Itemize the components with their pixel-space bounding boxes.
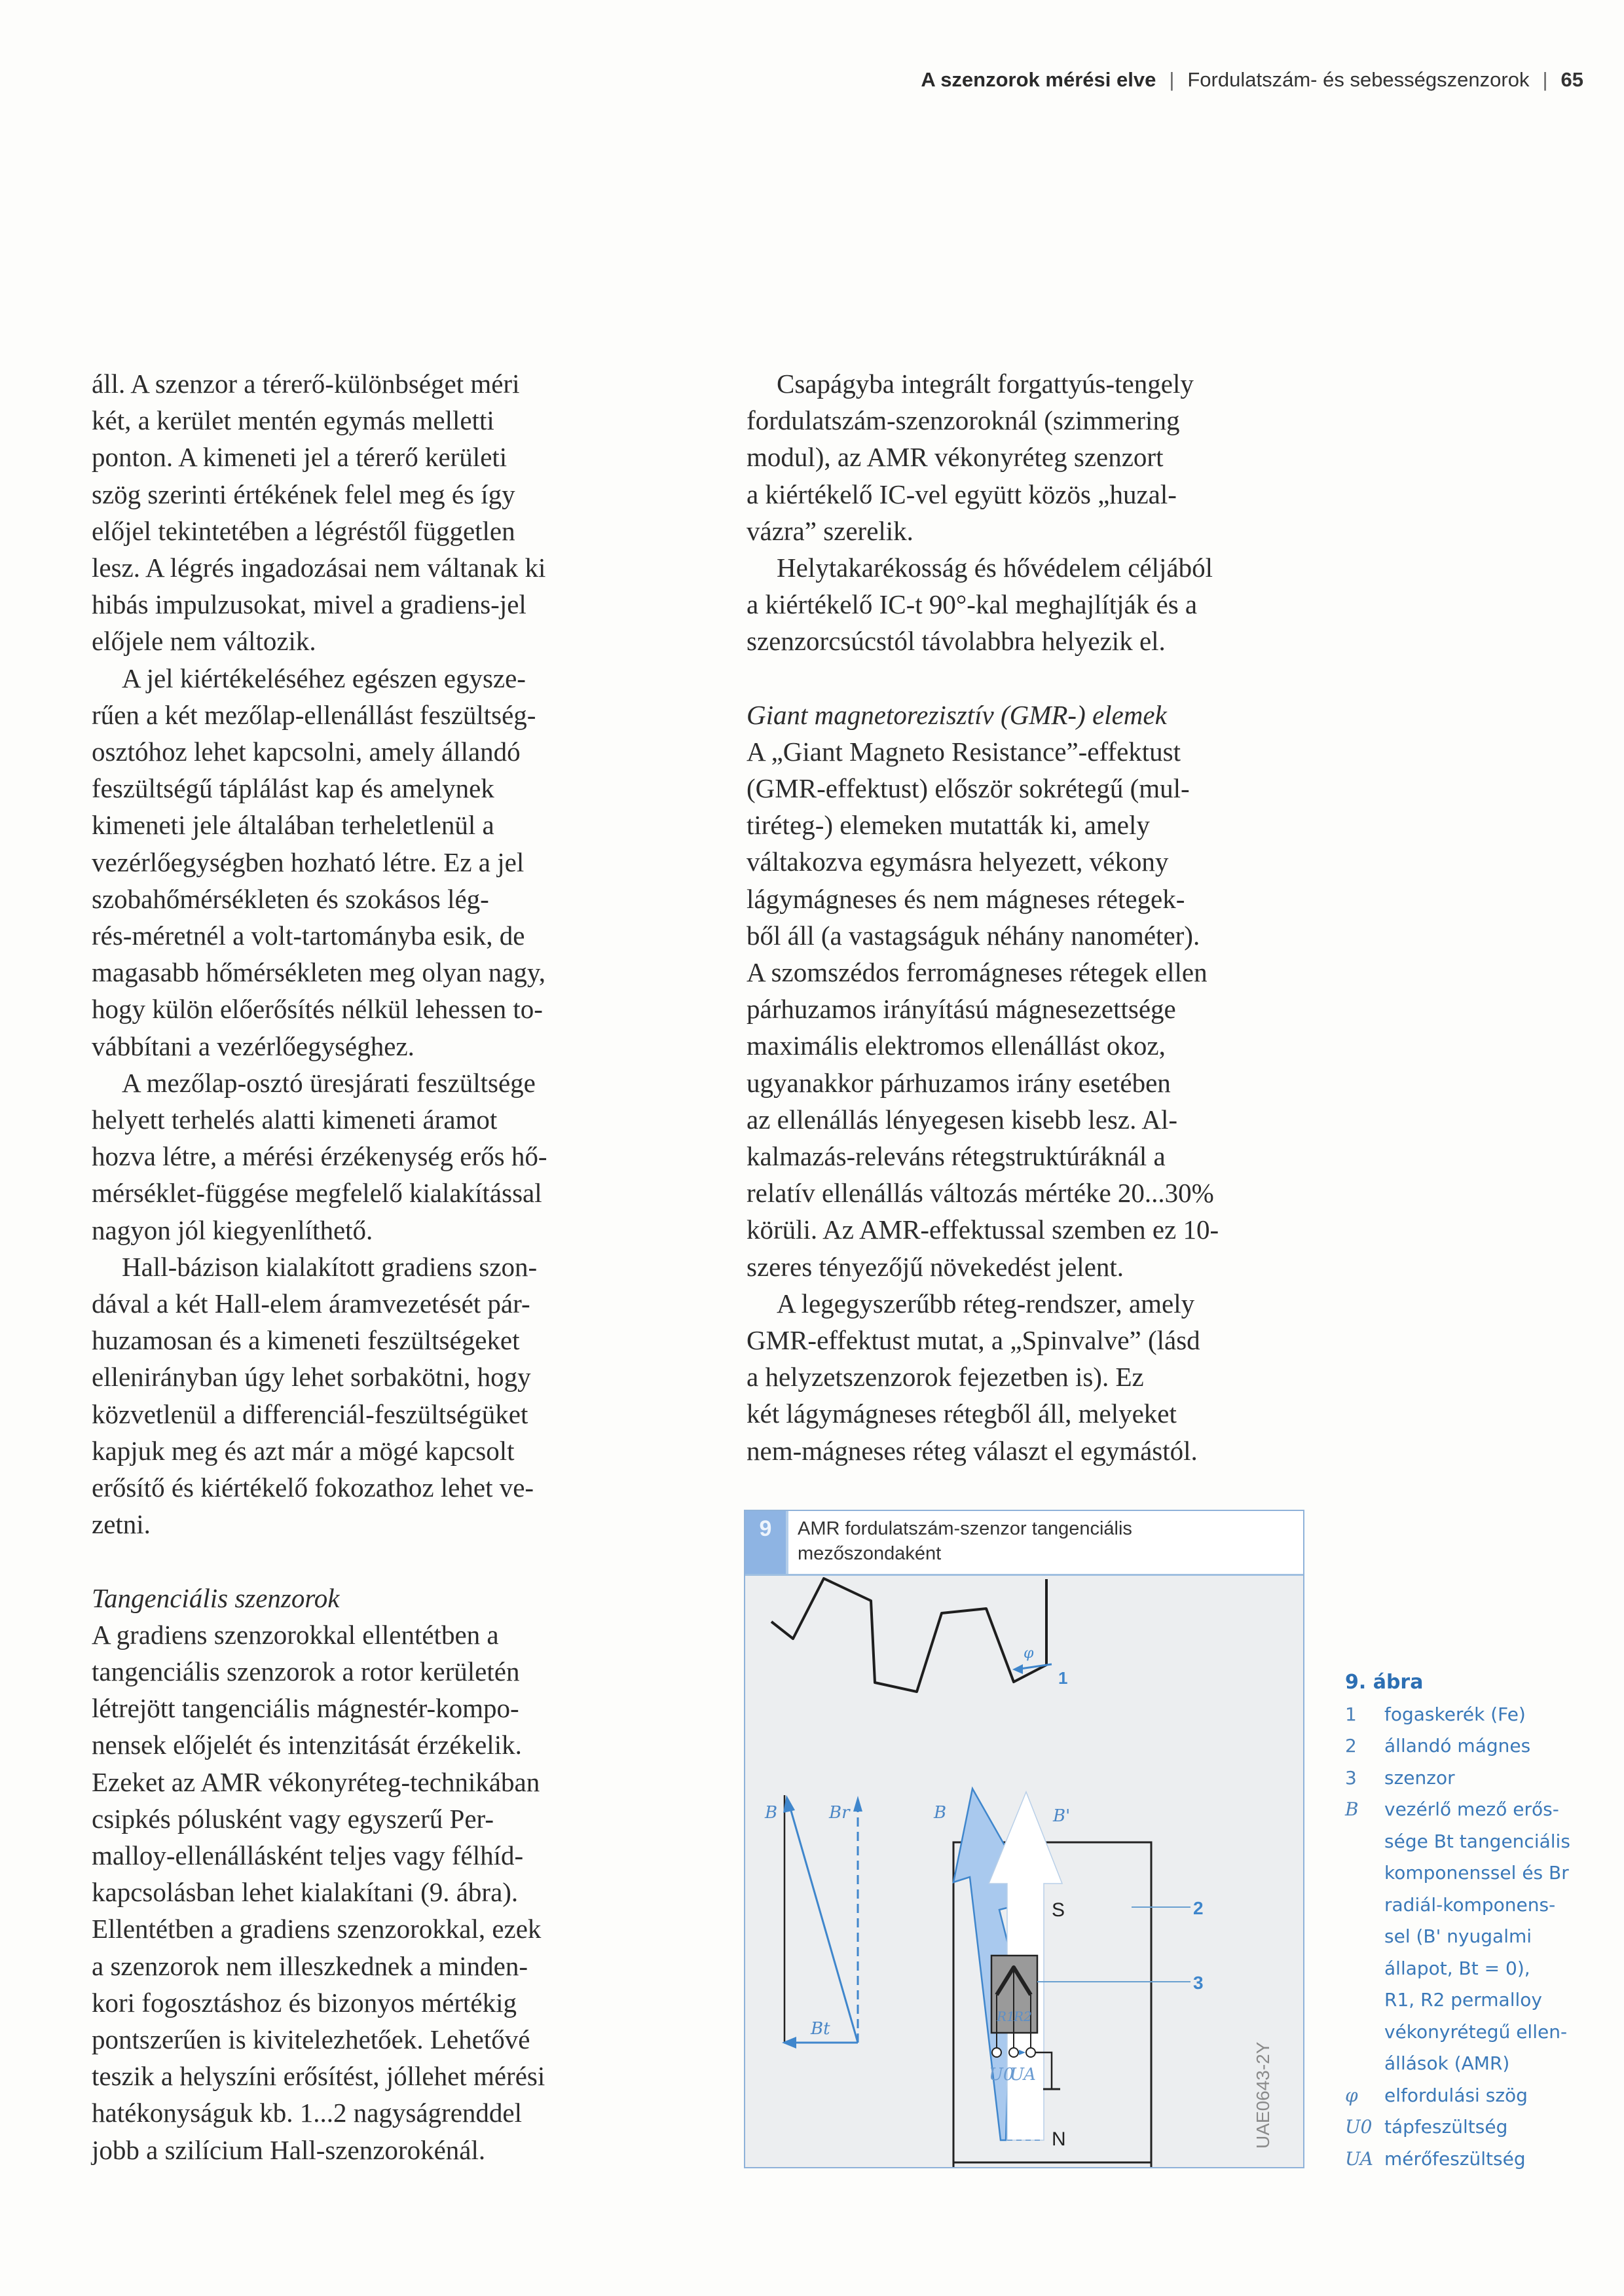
legend-line: szenzor: [1384, 1766, 1455, 1789]
text-line: párhuzamos irányítású mágnesezettsége: [747, 994, 1176, 1025]
text-line: létrejött tangenciális mágnestér-kompo-: [92, 1693, 519, 1724]
text-line: feszültségű táplálást kap és amelynek: [92, 773, 494, 804]
section-title: A szenzorok mérési elve: [921, 68, 1156, 91]
text-line: kapjuk meg és azt már a mögé kapcsolt: [92, 1435, 515, 1466]
rotation-arrow: [1020, 1664, 1052, 1669]
text-line: rés-méretnél a volt-tartományba esik, de: [92, 920, 525, 951]
figure-header: [745, 1511, 1303, 1576]
u0-label: U0: [989, 2065, 1014, 2085]
text-line: A szomszédos ferromágneses rétegek ellen: [747, 957, 1208, 988]
text-line: előjel tekintetében a légréstől független: [92, 515, 515, 546]
legend-line: komponenssel és Br: [1384, 1862, 1569, 1884]
text-line: osztóhoz lehet kapcsolni, amely állandó: [92, 737, 521, 767]
rotation-arrowhead-icon: [1012, 1664, 1023, 1674]
text-line: GMR-effektust mutat, a „Spinvalve” (lásd: [747, 1325, 1200, 1356]
text-line: A jel kiértékeléséhez egészen egysze-: [122, 663, 526, 693]
text-line: A mezőlap-osztó üresjárati feszültsége: [122, 1067, 536, 1098]
legend-value: [1384, 1699, 1620, 1731]
paragraph: [92, 1616, 668, 2168]
legend-key: 1: [1345, 1703, 1357, 1725]
paragraph: [92, 365, 668, 660]
text-line: dával a két Hall-elem áramvezetését pár-: [92, 1288, 530, 1319]
legend-item: [1345, 1794, 1620, 2080]
bt-label: Bt: [811, 2019, 830, 2039]
text-line: Csapágyba integrált forgattyús-tengely: [777, 369, 1194, 399]
br-arrowhead-icon: [853, 1796, 862, 1812]
text-line: az ellenállás lényegesen kisebb lesz. Al-: [747, 1104, 1178, 1135]
text-line: lesz. A légrés ingadozásai nem váltanak ki: [92, 553, 546, 583]
legend-line: mérőfeszültség: [1384, 2147, 1526, 2170]
text-line: A legegyszerűbb réteg-rendszer, amely: [777, 1288, 1195, 1319]
terminal-ground: [1026, 2048, 1035, 2057]
text-line: relatív ellenállás változás mértéke 20...30%: [747, 1178, 1214, 1209]
text-line: kimeneti jele általában terheletlenül a: [92, 810, 494, 841]
text-line: nem-mágneses réteg választ el egymástól.: [747, 1435, 1198, 1466]
text-line: csipkés pólusként vagy egyszerű Per-: [92, 1803, 494, 1834]
text-line: nensek előjelét és intenzitását érzékelik.: [92, 1730, 522, 1760]
gear-wheel-outline: [771, 1578, 1046, 1692]
north-pole-label: N: [1052, 2128, 1066, 2150]
legend-item: [1345, 1699, 1620, 1731]
text-line: modul), az AMR vékonyréteg szenzort: [747, 442, 1164, 473]
text-line: szeres tényezőjű növekedést jelent.: [747, 1251, 1124, 1282]
right-column: [747, 365, 1323, 1469]
text-line: huzamosan és a kimeneti feszültségeket: [92, 1325, 520, 1356]
text-line: szobahőmérsékleten és szokásos lég-: [92, 883, 489, 914]
text-line: hibás impulzusokat, mivel a gradiens-jel: [92, 589, 526, 620]
legend-line: vékonyrétegű ellen-: [1384, 2020, 1568, 2043]
paragraph: [747, 1285, 1323, 1469]
legend-line: állások (AMR): [1384, 2052, 1510, 2074]
text-line: előjele nem változik.: [92, 626, 316, 657]
text-line: (GMR-effektust) először sokrétegű (mul-: [747, 773, 1190, 804]
legend-value: [1384, 2111, 1620, 2143]
legend-value: [1384, 1794, 1620, 2080]
legend-key: B: [1345, 1798, 1359, 1820]
text-line: vábbítani a vezérlőegységhez.: [92, 1030, 415, 1061]
terminal-ua: [1009, 2048, 1018, 2057]
b-vector: [788, 1802, 858, 2043]
figure-diagram: [745, 1576, 1303, 2167]
legend-line: állapot, Bt = 0),: [1384, 1957, 1530, 1979]
text-line: Ezeket az AMR vékonyréteg-technikában: [92, 1766, 540, 1797]
legend-value: [1384, 2143, 1620, 2176]
legend-line: sége Bt tangenciális: [1384, 1830, 1570, 1852]
south-pole-label: S: [1052, 1899, 1065, 1921]
terminal-u0: [992, 2048, 1001, 2057]
legend-key: φ: [1345, 2084, 1358, 2106]
text-line: pontszerűen is kivitelezhetőek. Lehetővé: [92, 2024, 530, 2054]
text-line: lágymágneses és nem mágneses rétegek-: [747, 883, 1185, 914]
br-label: Br: [829, 1803, 850, 1823]
figure-number-badge: 9: [745, 1511, 786, 1574]
text-line: a szenzorok nem illeszkednek a minden-: [92, 1950, 528, 1981]
text-line: mérséklet-függése megfelelő kialakítással: [92, 1178, 542, 1209]
text-line: a helyzetszenzorok fejezetben is). Ez: [747, 1362, 1144, 1393]
subheading: Tangenciális szenzorok: [92, 1582, 340, 1613]
text-line: tangenciális szenzorok a rotor kerületén: [92, 1656, 520, 1686]
legend-line: állandó mágnes: [1384, 1735, 1531, 1757]
text-line: ből áll (a vastagságuk néhány nanométer).: [747, 920, 1200, 951]
text-line: vázra” szerelik.: [747, 515, 913, 546]
text-line: áll. A szenzor a térerő-különbséget méri: [92, 369, 520, 399]
legend-value: [1384, 1730, 1620, 1762]
header-separator: |: [1169, 68, 1175, 91]
ua-label: UA: [1010, 2065, 1036, 2085]
text-line: a kiértékelő IC-vel együtt közös „huzal-: [747, 479, 1177, 509]
figure-9: [744, 1510, 1304, 2168]
running-header: [921, 68, 1583, 92]
legend-item: [1345, 2080, 1620, 2112]
text-line: hatékonyságuk kb. 1...2 nagyságrenddel: [92, 2098, 522, 2128]
b-label: B: [765, 1803, 778, 1823]
legend-key: 2: [1345, 1735, 1357, 1757]
legend-line: radiál-komponens-: [1384, 1893, 1556, 1916]
text-line: ugyanakkor párhuzamos irány esetében: [747, 1067, 1171, 1098]
text-line: Helytakarékosság és hővédelem céljából: [777, 553, 1213, 583]
legend-item: [1345, 2111, 1620, 2143]
legend-value: [1384, 2080, 1620, 2112]
page-number: 65: [1560, 68, 1583, 91]
paragraph: [747, 549, 1323, 660]
b-mid-label: B: [934, 1803, 947, 1823]
spacer: [747, 660, 1323, 697]
legend-key: U0: [1345, 2116, 1373, 2138]
text-line: erősítő és kiértékelő fokozathoz lehet ve-: [92, 1472, 534, 1503]
text-line: ellenirányban úgy lehet sorbakötni, hogy: [92, 1362, 531, 1393]
paragraph: [92, 1248, 668, 1543]
text-line: jobb a szilícium Hall-szenzorokénál.: [92, 2134, 486, 2165]
r2-label: R2: [1014, 2009, 1032, 2024]
text-line: a kiértékelő IC-t 90°-kal meghajlítják és a: [747, 589, 1198, 620]
callout-2: 2: [1193, 1898, 1204, 1918]
text-line: kalmazás-releváns rétegstruktúráknál a: [747, 1141, 1166, 1172]
legend-line: vezérlő mező erős-: [1384, 1798, 1559, 1820]
text-line: helyett terhelés alatti kimeneti áramot: [92, 1104, 498, 1135]
text-line: körüli. Az AMR-effektussal szemben ez 10-: [747, 1214, 1219, 1245]
legend-value: [1384, 1762, 1620, 1795]
text-line: fordulatszám-szenzoroknál (szimmering: [747, 405, 1180, 436]
figure-legend: [1345, 1667, 1620, 2175]
legend-line: fogaskerék (Fe): [1384, 1703, 1526, 1725]
left-column: [92, 365, 668, 2168]
paragraph: [92, 1065, 668, 1248]
r1-label: R1: [997, 2009, 1015, 2024]
header-separator: |: [1542, 68, 1548, 91]
text-line: rűen a két mezőlap-ellenállást feszültség-: [92, 699, 536, 730]
text-line: zetni.: [92, 1509, 151, 1540]
text-line: szög szerinti értékének felel meg és így: [92, 479, 515, 509]
text-line: maximális elektromos ellenállást okoz,: [747, 1030, 1166, 1061]
legend-line: sel (B' nyugalmi: [1384, 1925, 1532, 1947]
drawing-code: UAE0643-2Y: [1253, 2041, 1273, 2149]
text-line: kori fogosztáshoz és bizonyos mértékig: [92, 1987, 517, 2018]
figure-title-line: mezőszondaként: [798, 1543, 942, 1564]
legend-item: [1345, 2143, 1620, 2176]
phi-label: φ: [1024, 1645, 1034, 1662]
text-line: hogy külön előerősítés nélkül lehessen to-: [92, 994, 543, 1025]
text-line: vezérlőegységben hozható létre. Ez a jel: [92, 847, 525, 877]
callout-1: 1: [1058, 1668, 1068, 1688]
legend-key: UA: [1345, 2147, 1373, 2170]
text-line: két, a kerület mentén egymás melletti: [92, 405, 494, 436]
b-prime-label: B': [1053, 1806, 1071, 1826]
callout-3: 3: [1193, 1973, 1204, 1993]
spacer: [92, 1543, 668, 1580]
chapter-title: Fordulatszám- és sebességszenzorok: [1187, 68, 1530, 91]
legend-line: elfordulási szög: [1384, 2084, 1528, 2106]
text-line: tiréteg-) elemeken mutatták ki, amely: [747, 810, 1150, 841]
text-line: ponton. A kimeneti jel a térerő kerületi: [92, 442, 507, 473]
amr-sensor-diagram: [745, 1576, 1303, 2167]
text-line: kapcsolásban lehet kialakítani (9. ábra).: [92, 1877, 519, 1908]
text-line: teszik a helyszíni erősítést, jóllehet mérési: [92, 2061, 545, 2092]
text-line: A „Giant Magneto Resistance”-effektust: [747, 736, 1181, 767]
text-line: váltakozva egymásra helyezett, vékony: [747, 847, 1169, 877]
legend-line: R1, R2 permalloy: [1384, 1989, 1542, 2011]
figure-title-line: AMR fordulatszám-szenzor tangenciális: [798, 1518, 1132, 1539]
text-line: közvetlenül a differenciál-feszültségüket: [92, 1398, 528, 1429]
paragraph: [747, 365, 1323, 549]
text-line: Ellentétben a gradiens szenzorokkal, ezek: [92, 1914, 542, 1944]
text-line: két lágymágneses rétegből áll, melyeket: [747, 1398, 1177, 1429]
text-line: nagyon jól kiegyenlíthető.: [92, 1214, 373, 1245]
text-line: hozva létre, a mérési érzékenység erős hő-: [92, 1141, 547, 1172]
legend-line: tápfeszültség: [1384, 2116, 1508, 2138]
figure-title: [786, 1511, 1303, 1574]
paragraph: [92, 660, 668, 1065]
text-line: magasabb hőmérsékleten meg olyan nagy,: [92, 957, 545, 988]
legend-key: 3: [1345, 1766, 1357, 1789]
legend-item: [1345, 1730, 1620, 1762]
subheading: Giant magnetorezisztív (GMR-) elemek: [747, 699, 1167, 730]
text-line: A gradiens szenzorokkal ellentétben a: [92, 1619, 499, 1650]
text-line: malloy-ellenállásként teljes vagy félhíd-: [92, 1840, 524, 1870]
text-line: Hall-bázison kialakított gradiens szon-: [122, 1251, 538, 1282]
paragraph: [747, 733, 1323, 1285]
legend-title: 9. ábra: [1345, 1671, 1424, 1694]
text-line: szenzorcsúcstól távolabbra helyezik el.: [747, 626, 1166, 657]
legend-item: [1345, 1762, 1620, 1795]
magnet-outline-right: [1039, 1842, 1151, 2167]
